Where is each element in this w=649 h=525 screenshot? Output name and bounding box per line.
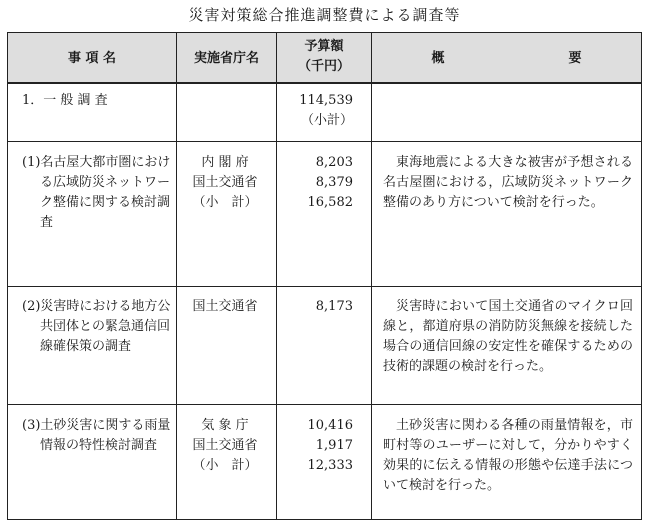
header-agency: 実施省庁名 [193,51,259,66]
row-amount: 1,917 [315,438,353,453]
row-amount: 16,582 [307,195,353,210]
column-divider [276,33,277,519]
header-summary-right: 要 [568,51,582,66]
header-summary-left: 概 [431,51,445,66]
row-amount: 8,379 [315,175,353,190]
row-summary: 土砂災害に関わる各種の雨量情報を，市町村等のユーザーに対して，分かりやすく効果的に伝える情報の形態や伝達手法について検討を行った。 [383,418,633,493]
row-agency: （小 計） [192,195,258,210]
row-amount-note: （小計） [300,113,353,128]
row-amount: 8,203 [315,155,353,170]
row-title: (2)災害時における地方公共団体との緊急通信回線確保策の調査 [22,299,171,354]
row-divider [8,286,641,287]
row-divider [8,404,641,405]
header-budget: 予算額 （千円） [297,39,350,74]
row-amount: 10,416 [307,418,353,433]
row-divider [8,141,641,142]
row-agency: 気 象 庁 [201,418,249,433]
survey-table [7,32,642,520]
row-title: (1)名古屋大都市圏における広域防災ネットワーク整備に関する検討調査 [22,155,171,230]
row-summary: 東海地震による大きな被害が予想される名古屋圏における，広域防災ネットワーク整備のあり方について検討を行った。 [383,155,633,210]
header-divider [8,82,641,84]
row-amount: 8,173 [315,299,353,314]
row-title: (3)土砂災害に関する雨量情報の特性検討調査 [22,418,171,453]
row-summary: 災害時において国土交通省のマイクロ回線と，都道府県の消防防災無線を接続した場合の通信回線の安定性を確保するための技術的課題の検討を行った。 [383,299,633,374]
header-item-name: 事 項 名 [67,51,117,66]
row-agency: （小 計） [192,458,258,473]
row-title: 1．一 般 調 査 [22,93,108,108]
row-amount: 12,333 [307,458,353,473]
row-agency: 国土交通省 [192,299,258,314]
row-agency: 国土交通省 [192,438,258,453]
row-amount: 114,539 [299,93,353,108]
row-agency: 内 閣 府 [201,155,249,170]
document-title: 災害対策総合推進調整費による調査等 [188,6,461,24]
column-divider [371,33,372,519]
row-agency: 国土交通省 [192,175,258,190]
